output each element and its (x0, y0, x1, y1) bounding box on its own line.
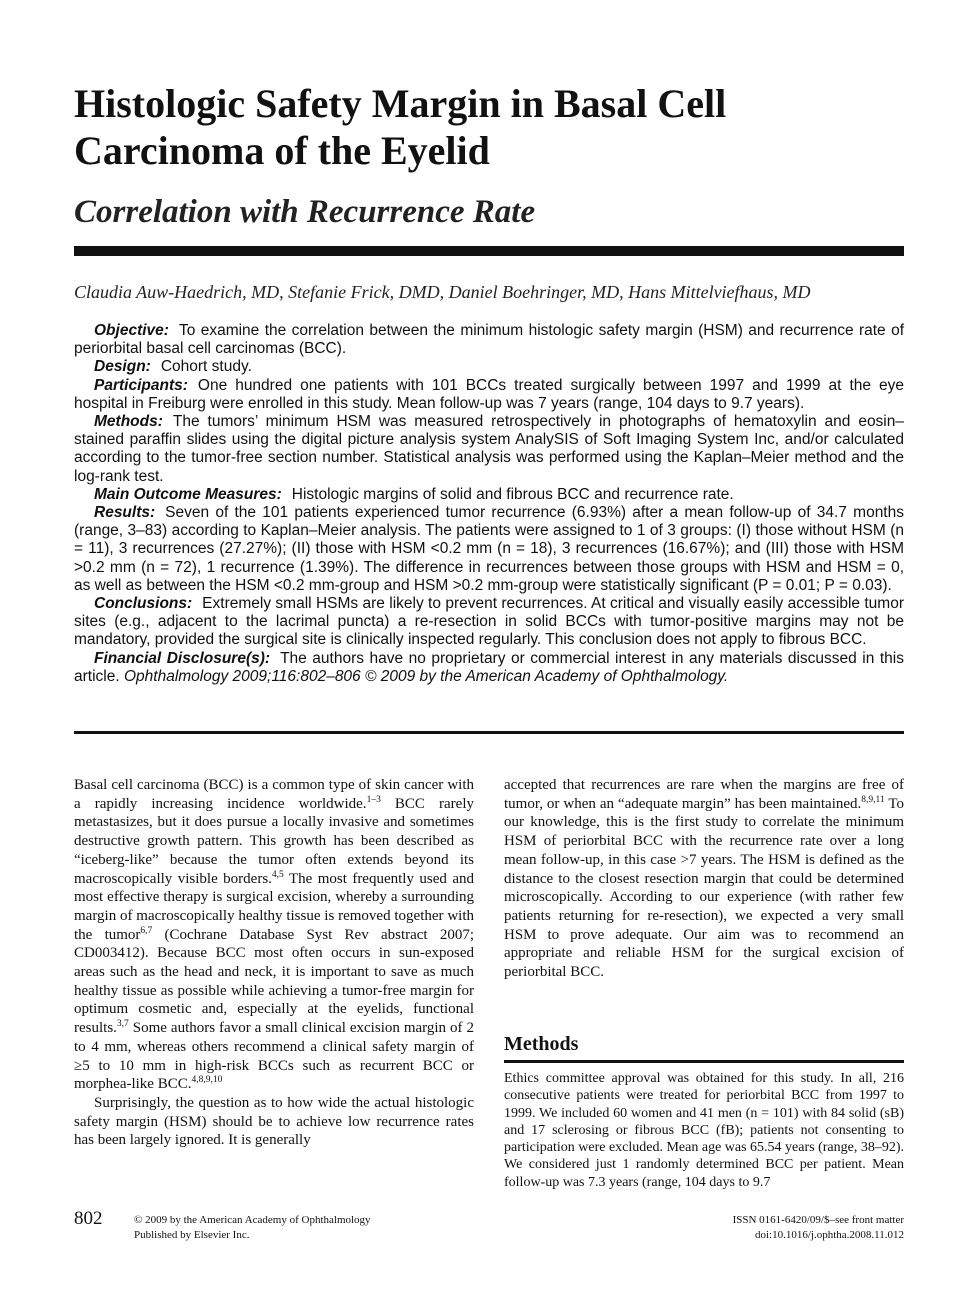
doi-link[interactable]: doi:10.1016/j.ophtha.2008.11.012 (754, 1229, 904, 1241)
title-line-2: Carcinoma of the Eyelid (74, 128, 490, 173)
issn-line: ISSN 0161-6420/09/$–see front matter (732, 1214, 904, 1226)
citation-ref[interactable]: 6,7 (140, 925, 153, 936)
abstract-disclosure (74, 650, 904, 686)
methods-heading: Methods (504, 1033, 579, 1055)
intro-cont-text-a: accepted that recurrences are rare when the margins are free of tumor, or when an “adequate margin” has been maintained. (504, 777, 904, 812)
intro-paragraph-2: Surprisingly, the question as to how wide the actual histologic safety margin (HSM) should be to achieve low recurrence rates has been largely ignored. It is generally (74, 1094, 474, 1149)
abstract-divider (74, 731, 904, 734)
abstract-results (74, 504, 904, 595)
article-title (74, 80, 904, 174)
design-label: Design: (94, 358, 151, 376)
citation-ref[interactable]: 3,7 (116, 1019, 129, 1030)
methods-text: The tumors’ minimum HSM was measured retrospectively in photographs of hematoxylin and eosin–stained paraffin slides using the digital picture analysis system AnalySIS of Soft Imaging System Inc, and/or calculated according to the tumor-free section number. Statistical analysis was performed using the Kaplan–Meier method and the log-rank test. (74, 413, 904, 485)
conclusions-text: Extremely small HSMs are likely to prevent recurrences. At critical and visually easily accessible tumor sites (e.g., adjacent to the lacrimal puncta) a re-resection in solid BCCs with tumor-positive margins may not be mandatory, provided the surgical site is clinically inspected regularly. This conclusion does not apply to fibrous BCC. (74, 595, 904, 649)
methods-section (504, 1070, 904, 1191)
intro-text-e: Some authors favor a small clinical excision margin of 2 to 4 mm, whereas others recommend a clinical safety margin of ≥5 to 10 mm in high-risk BCCs such as recurrent BCC or morphea-like BCC. (74, 1020, 474, 1093)
results-label: Results: (94, 504, 156, 522)
author-list: Claudia Auw-Haedrich, MD, Stefanie Frick, DMD, Daniel Boehringer, MD, Hans Mittelviefhaus, MD (74, 282, 811, 302)
methods-heading-rule (504, 1060, 904, 1063)
publisher-line: Published by Elsevier Inc. (134, 1229, 250, 1241)
objective-label: Objective: (94, 322, 169, 339)
abstract-methods (74, 413, 904, 486)
abstract-objective (74, 322, 904, 358)
body-column-right (504, 776, 904, 982)
page-number: 802 (74, 1208, 103, 1229)
journal-citation: Ophthalmology 2009;116:802–806 © 2009 by the American Academy of Ophthalmology. (123, 667, 729, 685)
design-text: Cohort study. (160, 358, 252, 376)
citation-ref[interactable]: 1–3 (366, 794, 381, 805)
title-divider (74, 246, 904, 256)
abstract-design (74, 358, 904, 376)
intro-paragraph-2-continued (504, 776, 904, 982)
abstract-participants (74, 377, 904, 413)
conclusions-label: Conclusions: (94, 595, 193, 613)
outcome-label: Main Outcome Measures: (94, 485, 282, 503)
disclosure-text: The authors have no proprietary or commercial interest in any materials discussed in this article. (74, 649, 904, 685)
abstract (74, 322, 904, 686)
intro-text-b: BCC rarely metastasizes, but it does pursue a locally invasive and sometimes destructive growth pattern. This growth has been described as “iceberg-like” because the tumor often extends beyond its macroscopically visible borders. (74, 795, 474, 887)
copyright-line: © 2009 by the American Academy of Ophthalmology (134, 1214, 371, 1226)
citation-ref[interactable]: 4,8,9,10 (191, 1075, 223, 1086)
abstract-conclusions (74, 595, 904, 650)
citation-ref[interactable]: 8,9,11 (861, 794, 885, 805)
objective-text: To examine the correlation between the minimum histologic safety margin (HSM) and recurrence rate of periorbital basal cell carcinomas (BCC). (74, 322, 904, 358)
participants-label: Participants: (94, 376, 188, 394)
footer-copyright (134, 1213, 371, 1243)
intro-text-a: Basal cell carcinoma (BCC) is a common type of skin cancer with a rapidly increasing incidence worldwide. (74, 777, 474, 812)
intro-cont-text-b: To our knowledge, this is the first study to correlate the minimum HSM of periorbital BCC with the recurrence rate over a long mean follow-up, in this case >7 years. The HSM is defined as the distance to the closest resection margin that could be determined microscopically. According to our experience (with rather few patients returning for re-resection), we expected a very small HSM to prove adequate. Our aim was to recommend an appropriate and reliable HSM for the surgical excision of periorbital BCC. (504, 795, 904, 981)
disclosure-label: Financial Disclosure(s): (94, 649, 271, 667)
intro-paragraph-1 (74, 776, 474, 1094)
intro-text-d: (Cochrane Database Syst Rev abstract 2007; CD003412). Because BCC most often occurs in sun-exposed areas such as the head and neck, it is important to save as much healthy tissue as possible while achieving a tumor-free margin for optimum cosmetic and, especially at the eyelids, functional results. (74, 926, 474, 1037)
outcome-text: Histologic margins of solid and fibrous BCC and recurrence rate. (291, 485, 734, 503)
methods-label: Methods: (94, 413, 163, 431)
citation-ref[interactable]: 4,5 (271, 869, 284, 880)
participants-text: One hundred one patients with 101 BCCs treated surgically between 1997 and 1999 at the eye hospital in Freiburg were enrolled in this study. Mean follow-up was 7 years (range, 104 days to 9.7 years). (74, 376, 904, 412)
article-subtitle: Correlation with Recurrence Rate (74, 194, 536, 230)
footer-identifiers (733, 1213, 904, 1243)
title-line-1: Histologic Safety Margin in Basal Cell (74, 81, 727, 126)
results-text: Seven of the 101 patients experienced tumor recurrence (6.93%) after a mean follow-up of 34.7 months (range, 3–83) according to Kaplan–Meier analysis. The patients were assigned to 1 of 3 groups: (I) those without HSM (n = 11), 3 recurrences (27.27%); (II) those with HSM <0.2 mm (n = 18), 3 recurrences (16.67%); and (III) those with HSM >0.2 mm (n = 72), 1 recurrence (1.39%). The difference in recurrences between those groups with HSM and HSM = 0, as well as between the HSM <0.2 mm-group and HSM >0.2 mm-group were statistically significant (P = 0.01; P = 0.03). (74, 504, 904, 594)
intro-text-c: The most frequently used and most effective therapy is surgical excision, whereby a surrounding margin of macroscopically healthy tissue is removed together with the tumor (74, 870, 474, 943)
body-column-left (74, 776, 474, 1150)
methods-paragraph-1: Ethics committee approval was obtained for this study. In all, 216 consecutive patients were treated for periorbital BCC from 1997 to 1999. We included 60 women and 41 men (n = 101) with 84 solid (sB) and 17 sclerosing or fibrous BCC (fB); patients not consenting to participation were excluded. Mean age was 65.54 years (range, 38–92). We considered just 1 randomly determined BCC per patient. Mean follow-up was 7.3 years (range, 104 days to 9.7 (504, 1071, 905, 1190)
abstract-outcome (74, 486, 904, 504)
